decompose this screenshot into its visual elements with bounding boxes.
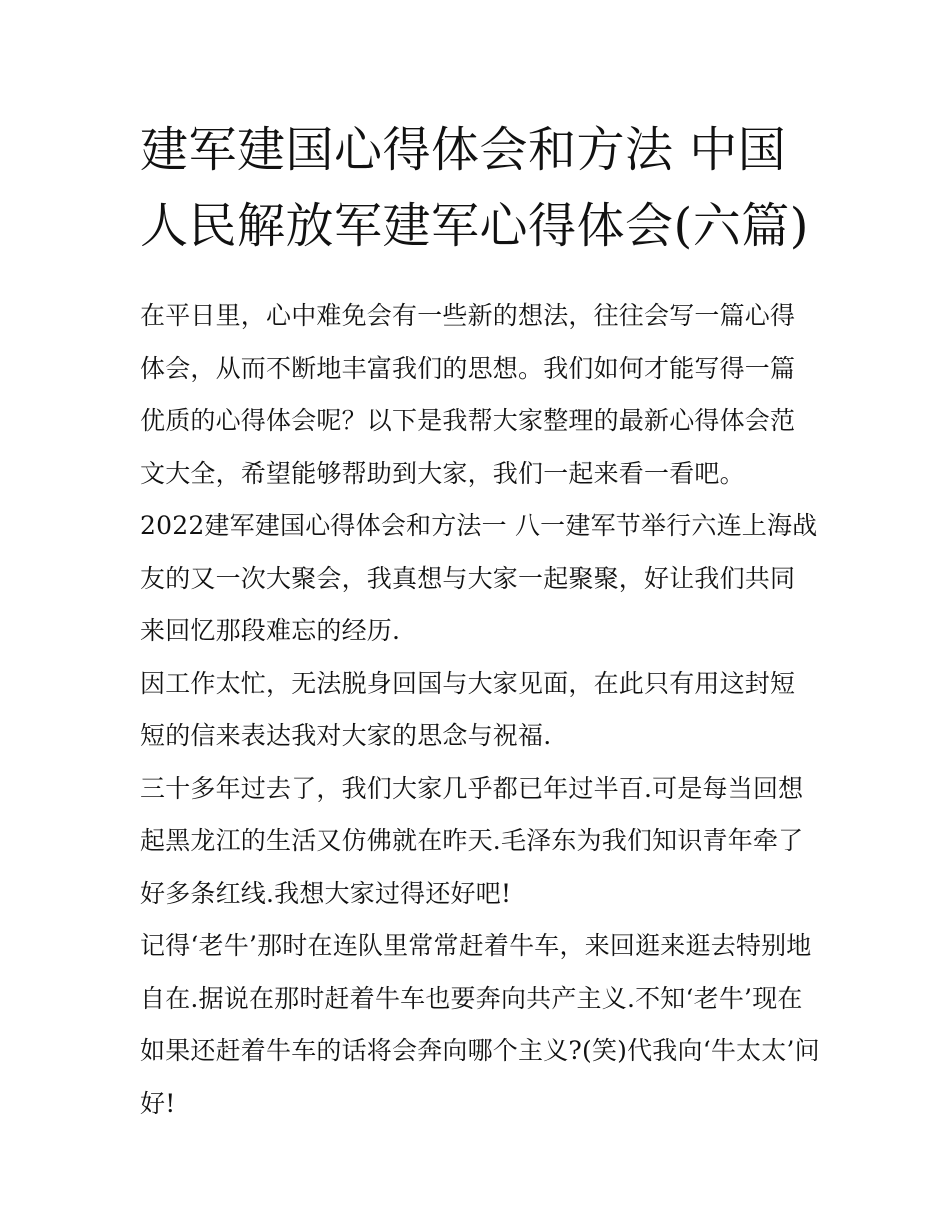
paragraph-section-one: 2022建军建国心得体会和方法一 八一建军节举行六连上海战友的又一次大聚会，我真想与大家一起聚聚，好让我们共同来回忆那段难忘的经历. — [140, 511, 818, 645]
document-title: 建军建国心得体会和方法 中国人民解放军建军心得体会(六篇) — [140, 122, 809, 254]
paragraph-busy-work: 因工作太忙，无法脱身回国与大家见面，在此只有用这封短短的信来表达我对大家的思念与祝福. — [140, 668, 796, 750]
document-body — [140, 112, 820, 1130]
paragraph-intro: 在平日里，心中难免会有一些新的想法，往往会写一篇心得体会，从而不断地丰富我们的思想。我们如何才能写得一篇优质的心得体会呢？以下是我帮大家整理的最新心得体会范文大全，希望能够帮助到大家，我们一起来看一看吧。 — [140, 301, 796, 488]
paragraph-thirty-years: 三十多年过去了，我们大家几乎都已年过半百.可是每当回想起黑龙江的生活又仿佛就在昨天.毛泽东为我们知识青年牵了好多条红线.我想大家过得还好吧! — [140, 773, 804, 908]
paragraph-old-ox: 记得‘老牛’那时在连队里常常赶着牛车，来回逛来逛去特别地自在.据说在那时赶着牛车也要奔向共产主义.不知‘老牛’现在如果还赶着牛车的话将会奔向哪个主义?(笑)代我向‘牛太太’问好! — [140, 931, 820, 1118]
